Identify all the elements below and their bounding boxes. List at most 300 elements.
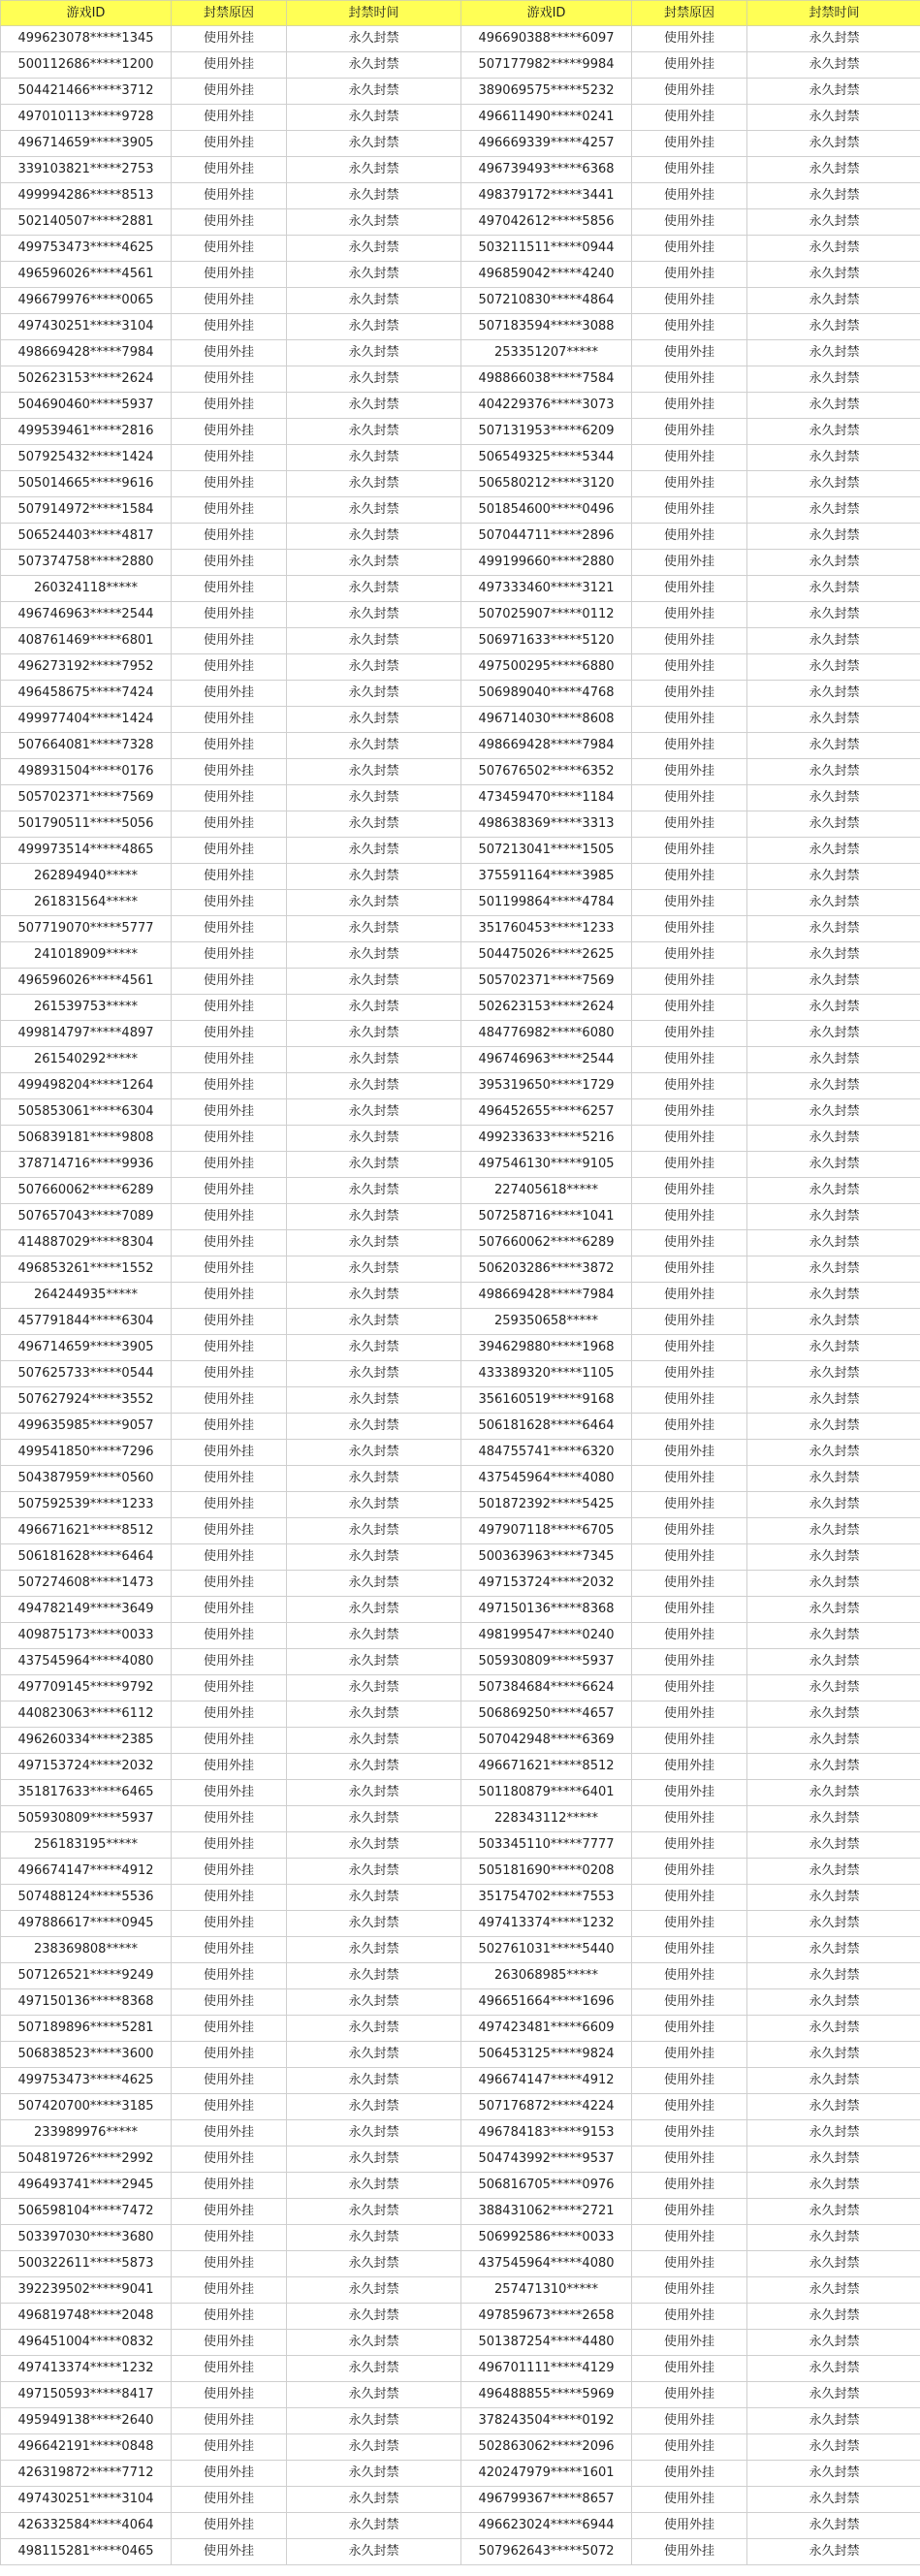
table-row	[1, 1387, 920, 1414]
ban-reason-cell: 使用外挂	[172, 497, 287, 524]
ban-time-cell: 永久封禁	[747, 1911, 920, 1937]
ban-time-cell: 永久封禁	[287, 1963, 461, 1989]
game-id-cell: 496642191*****0848	[1, 2434, 172, 2461]
table-row	[1, 576, 920, 602]
game-id-cell: 351760453*****1233	[461, 916, 632, 942]
ban-reason-cell: 使用外挂	[172, 2120, 287, 2147]
ban-reason-cell: 使用外挂	[172, 550, 287, 576]
ban-reason-cell: 使用外挂	[632, 105, 747, 131]
ban-reason-cell: 使用外挂	[632, 1623, 747, 1649]
table-row	[1, 759, 920, 785]
game-id-cell: 503397030*****3680	[1, 2225, 172, 2251]
game-id-cell: 507384684*****6624	[461, 1675, 632, 1701]
ban-time-cell: 永久封禁	[747, 2251, 920, 2277]
ban-time-cell: 永久封禁	[287, 890, 461, 916]
game-id-cell: 506816705*****0976	[461, 2173, 632, 2199]
game-id-cell: 497010113*****9728	[1, 105, 172, 131]
table-row	[1, 1937, 920, 1963]
table-row	[1, 942, 920, 969]
game-id-cell: 260324118*****	[1, 576, 172, 602]
ban-reason-cell: 使用外挂	[172, 1989, 287, 2016]
table-row	[1, 288, 920, 314]
ban-reason-cell: 使用外挂	[172, 2408, 287, 2434]
game-id-cell: 498669428*****7984	[1, 340, 172, 366]
game-id-cell: 496679976*****0065	[1, 288, 172, 314]
ban-reason-cell: 使用外挂	[172, 1518, 287, 1544]
table-row	[1, 1754, 920, 1780]
ban-time-cell: 永久封禁	[287, 2513, 461, 2539]
ban-time-cell: 永久封禁	[747, 602, 920, 628]
ban-reason-cell: 使用外挂	[172, 916, 287, 942]
ban-time-cell: 永久封禁	[747, 2330, 920, 2356]
ban-reason-cell: 使用外挂	[632, 1099, 747, 1126]
game-id-cell: 506580212*****3120	[461, 471, 632, 497]
ban-time-cell: 永久封禁	[747, 52, 920, 79]
game-id-cell: 499635985*****9057	[1, 1414, 172, 1440]
game-id-cell: 501387254*****4480	[461, 2330, 632, 2356]
table-row	[1, 2173, 920, 2199]
game-id-cell: 507962643*****5072	[461, 2539, 632, 2565]
header-ban-time: 封禁时间	[747, 1, 920, 26]
game-id-cell: 498379172*****3441	[461, 183, 632, 209]
ban-reason-cell: 使用外挂	[172, 2382, 287, 2408]
ban-time-cell: 永久封禁	[747, 1126, 920, 1152]
ban-time-cell: 永久封禁	[287, 681, 461, 707]
game-id-cell: 498931504*****0176	[1, 759, 172, 785]
ban-reason-cell: 使用外挂	[172, 681, 287, 707]
ban-reason-cell: 使用外挂	[632, 1754, 747, 1780]
ban-reason-cell: 使用外挂	[632, 497, 747, 524]
table-row	[1, 2461, 920, 2487]
ban-time-cell: 永久封禁	[287, 1623, 461, 1649]
game-id-cell: 496690388*****6097	[461, 26, 632, 52]
table-row	[1, 1701, 920, 1728]
ban-time-cell: 永久封禁	[287, 654, 461, 681]
ban-time-cell: 永久封禁	[747, 26, 920, 52]
table-row	[1, 1859, 920, 1885]
game-id-cell: 499994286*****8513	[1, 183, 172, 209]
ban-reason-cell: 使用外挂	[172, 1099, 287, 1126]
table-row	[1, 995, 920, 1021]
ban-reason-cell: 使用外挂	[172, 602, 287, 628]
ban-reason-cell: 使用外挂	[632, 916, 747, 942]
table-row	[1, 628, 920, 654]
game-id-cell: 499539461*****2816	[1, 419, 172, 445]
table-row	[1, 2539, 920, 2565]
ban-time-cell: 永久封禁	[287, 288, 461, 314]
table-row	[1, 366, 920, 393]
game-id-cell: 501790511*****5056	[1, 811, 172, 838]
ban-reason-cell: 使用外挂	[172, 1963, 287, 1989]
ban-reason-cell: 使用外挂	[632, 2434, 747, 2461]
ban-reason-cell: 使用外挂	[632, 2382, 747, 2408]
game-id-cell: 505702371*****7569	[461, 969, 632, 995]
ban-time-cell: 永久封禁	[287, 524, 461, 550]
table-row	[1, 52, 920, 79]
game-id-cell: 507625733*****0544	[1, 1361, 172, 1387]
game-id-cell: 437545964*****4080	[1, 1649, 172, 1675]
game-id-cell: 506524403*****4817	[1, 524, 172, 550]
game-id-cell: 484755741*****6320	[461, 1440, 632, 1466]
ban-reason-cell: 使用外挂	[172, 1230, 287, 1256]
game-id-cell: 507627924*****3552	[1, 1387, 172, 1414]
game-id-cell: 501872392*****5425	[461, 1492, 632, 1518]
ban-reason-cell: 使用外挂	[172, 2513, 287, 2539]
table-row	[1, 2277, 920, 2304]
ban-reason-cell: 使用外挂	[172, 393, 287, 419]
game-id-cell: 504819726*****2992	[1, 2147, 172, 2173]
game-id-cell: 263068985*****	[461, 1963, 632, 1989]
table-row	[1, 393, 920, 419]
game-id-cell: 496671621*****8512	[1, 1518, 172, 1544]
ban-time-cell: 永久封禁	[747, 1623, 920, 1649]
table-row	[1, 2408, 920, 2434]
ban-time-cell: 永久封禁	[287, 2330, 461, 2356]
ban-time-cell: 永久封禁	[747, 497, 920, 524]
game-id-cell: 507719070*****5777	[1, 916, 172, 942]
ban-time-cell: 永久封禁	[747, 1414, 920, 1440]
ban-time-cell: 永久封禁	[747, 1675, 920, 1701]
ban-time-cell: 永久封禁	[747, 471, 920, 497]
table-row	[1, 916, 920, 942]
ban-reason-cell: 使用外挂	[172, 2330, 287, 2356]
game-id-cell: 507676502*****6352	[461, 759, 632, 785]
ban-reason-cell: 使用外挂	[172, 445, 287, 471]
ban-reason-cell: 使用外挂	[632, 1126, 747, 1152]
ban-reason-cell: 使用外挂	[172, 2304, 287, 2330]
ban-time-cell: 永久封禁	[747, 1780, 920, 1806]
ban-reason-cell: 使用外挂	[632, 576, 747, 602]
ban-time-cell: 永久封禁	[747, 1204, 920, 1230]
ban-reason-cell: 使用外挂	[632, 995, 747, 1021]
ban-time-cell: 永久封禁	[747, 1099, 920, 1126]
ban-reason-cell: 使用外挂	[632, 1335, 747, 1361]
table-row	[1, 890, 920, 916]
game-id-cell: 507657043*****7089	[1, 1204, 172, 1230]
ban-time-cell: 永久封禁	[747, 1571, 920, 1597]
ban-time-cell: 永久封禁	[287, 366, 461, 393]
game-id-cell: 437545964*****4080	[461, 2251, 632, 2277]
ban-time-cell: 永久封禁	[287, 2173, 461, 2199]
game-id-cell: 496671621*****8512	[461, 1754, 632, 1780]
ban-time-cell: 永久封禁	[287, 1492, 461, 1518]
table-row	[1, 550, 920, 576]
ban-reason-cell: 使用外挂	[632, 811, 747, 838]
game-id-cell: 426332584*****4064	[1, 2513, 172, 2539]
table-row	[1, 2016, 920, 2042]
game-id-cell: 378243504*****0192	[461, 2408, 632, 2434]
ban-reason-cell: 使用外挂	[632, 157, 747, 183]
game-id-cell: 404229376*****3073	[461, 393, 632, 419]
game-id-cell: 339103821*****2753	[1, 157, 172, 183]
ban-time-cell: 永久封禁	[747, 236, 920, 262]
ban-reason-cell: 使用外挂	[172, 2068, 287, 2094]
table-row	[1, 1283, 920, 1309]
table-row	[1, 1885, 920, 1911]
ban-time-cell: 永久封禁	[747, 654, 920, 681]
ban-reason-cell: 使用外挂	[172, 759, 287, 785]
ban-time-cell: 永久封禁	[287, 2199, 461, 2225]
ban-time-cell: 永久封禁	[747, 366, 920, 393]
ban-time-cell: 永久封禁	[287, 497, 461, 524]
ban-time-cell: 永久封禁	[287, 942, 461, 969]
ban-time-cell: 永久封禁	[747, 1963, 920, 1989]
ban-time-cell: 永久封禁	[287, 2304, 461, 2330]
table-row	[1, 79, 920, 105]
ban-reason-cell: 使用外挂	[172, 1832, 287, 1859]
ban-time-cell: 永久封禁	[287, 1152, 461, 1178]
ban-reason-cell: 使用外挂	[632, 785, 747, 811]
game-id-cell: 507176872*****4224	[461, 2094, 632, 2120]
game-id-cell: 502623153*****2624	[1, 366, 172, 393]
ban-time-cell: 永久封禁	[747, 2225, 920, 2251]
game-id-cell: 507660062*****6289	[1, 1178, 172, 1204]
ban-time-cell: 永久封禁	[287, 1544, 461, 1571]
game-id-cell: 496596026*****4561	[1, 262, 172, 288]
ban-reason-cell: 使用外挂	[632, 131, 747, 157]
game-id-cell: 507374758*****2880	[1, 550, 172, 576]
ban-reason-cell: 使用外挂	[172, 628, 287, 654]
game-id-cell: 414887029*****8304	[1, 1230, 172, 1256]
ban-reason-cell: 使用外挂	[632, 550, 747, 576]
game-id-cell: 388431062*****2721	[461, 2199, 632, 2225]
ban-time-cell: 永久封禁	[287, 157, 461, 183]
game-id-cell: 499623078*****1345	[1, 26, 172, 52]
game-id-cell: 497886617*****0945	[1, 1911, 172, 1937]
ban-reason-cell: 使用外挂	[172, 1623, 287, 1649]
ban-reason-cell: 使用外挂	[632, 1440, 747, 1466]
game-id-cell: 506838523*****3600	[1, 2042, 172, 2068]
ban-time-cell: 永久封禁	[287, 314, 461, 340]
game-id-cell: 496799367*****8657	[461, 2487, 632, 2513]
ban-time-cell: 永久封禁	[287, 2356, 461, 2382]
ban-reason-cell: 使用外挂	[172, 1937, 287, 1963]
table-row	[1, 1361, 920, 1387]
ban-time-cell: 永久封禁	[747, 1597, 920, 1623]
game-id-cell: 497413374*****1232	[1, 2356, 172, 2382]
table-row	[1, 707, 920, 733]
game-id-cell: 504421466*****3712	[1, 79, 172, 105]
ban-time-cell: 永久封禁	[287, 2094, 461, 2120]
ban-reason-cell: 使用外挂	[632, 1466, 747, 1492]
ban-reason-cell: 使用外挂	[632, 2094, 747, 2120]
ban-time-cell: 永久封禁	[747, 1152, 920, 1178]
ban-reason-cell: 使用外挂	[632, 838, 747, 864]
game-id-cell: 496669339*****4257	[461, 131, 632, 157]
ban-time-cell: 永久封禁	[747, 288, 920, 314]
ban-reason-cell: 使用外挂	[632, 1675, 747, 1701]
table-row	[1, 1963, 920, 1989]
game-id-cell: 498638369*****3313	[461, 811, 632, 838]
ban-reason-cell: 使用外挂	[172, 2225, 287, 2251]
ban-time-cell: 永久封禁	[747, 1885, 920, 1911]
ban-time-cell: 永久封禁	[747, 838, 920, 864]
table-row	[1, 838, 920, 864]
ban-time-cell: 永久封禁	[747, 916, 920, 942]
ban-time-cell: 永久封禁	[287, 1937, 461, 1963]
ban-reason-cell: 使用外挂	[172, 1021, 287, 1047]
ban-time-cell: 永久封禁	[747, 314, 920, 340]
ban-time-cell: 永久封禁	[747, 1440, 920, 1466]
table-row	[1, 654, 920, 681]
table-row	[1, 2068, 920, 2094]
game-id-cell: 498669428*****7984	[461, 1283, 632, 1309]
ban-reason-cell: 使用外挂	[632, 628, 747, 654]
table-row	[1, 2251, 920, 2277]
ban-time-cell: 永久封禁	[747, 340, 920, 366]
ban-reason-cell: 使用外挂	[172, 1047, 287, 1073]
ban-time-cell: 永久封禁	[287, 785, 461, 811]
ban-time-cell: 永久封禁	[287, 1518, 461, 1544]
ban-time-cell: 永久封禁	[287, 628, 461, 654]
table-row	[1, 1256, 920, 1283]
game-id-cell: 261831564*****	[1, 890, 172, 916]
table-row	[1, 1230, 920, 1256]
ban-time-cell: 永久封禁	[287, 2277, 461, 2304]
ban-time-cell: 永久封禁	[747, 1230, 920, 1256]
header-ban-time: 封禁时间	[287, 1, 461, 26]
ban-time-cell: 永久封禁	[287, 79, 461, 105]
header-ban-reason: 封禁原因	[172, 1, 287, 26]
ban-time-cell: 永久封禁	[747, 183, 920, 209]
table-row	[1, 1466, 920, 1492]
ban-time-cell: 永久封禁	[747, 1466, 920, 1492]
game-id-cell: 259350658*****	[461, 1309, 632, 1335]
game-id-cell: 506598104*****7472	[1, 2199, 172, 2225]
ban-time-cell: 永久封禁	[287, 393, 461, 419]
ban-reason-cell: 使用外挂	[632, 2042, 747, 2068]
game-id-cell: 496651664*****1696	[461, 1989, 632, 2016]
table-row	[1, 1832, 920, 1859]
ban-time-cell: 永久封禁	[747, 393, 920, 419]
ban-reason-cell: 使用外挂	[632, 1178, 747, 1204]
ban-time-cell: 永久封禁	[287, 1466, 461, 1492]
ban-time-cell: 永久封禁	[747, 995, 920, 1021]
ban-time-cell: 永久封禁	[287, 1387, 461, 1414]
ban-time-cell: 永久封禁	[287, 209, 461, 236]
ban-time-cell: 永久封禁	[287, 1204, 461, 1230]
ban-time-cell: 永久封禁	[287, 236, 461, 262]
ban-time-cell: 永久封禁	[287, 1832, 461, 1859]
table-row	[1, 2382, 920, 2408]
ban-time-cell: 永久封禁	[747, 969, 920, 995]
ban-reason-cell: 使用外挂	[632, 2199, 747, 2225]
game-id-cell: 257471310*****	[461, 2277, 632, 2304]
ban-reason-cell: 使用外挂	[172, 471, 287, 497]
table-row	[1, 1178, 920, 1204]
table-row	[1, 209, 920, 236]
ban-reason-cell: 使用外挂	[632, 2120, 747, 2147]
ban-time-cell: 永久封禁	[747, 2408, 920, 2434]
game-id-cell: 497333460*****3121	[461, 576, 632, 602]
ban-time-cell: 永久封禁	[747, 2434, 920, 2461]
table-row	[1, 157, 920, 183]
ban-reason-cell: 使用外挂	[632, 890, 747, 916]
table-row	[1, 1047, 920, 1073]
game-id-cell: 507177982*****9984	[461, 52, 632, 79]
ban-reason-cell: 使用外挂	[172, 1152, 287, 1178]
ban-reason-cell: 使用外挂	[632, 52, 747, 79]
ban-reason-cell: 使用外挂	[632, 1309, 747, 1335]
ban-reason-cell: 使用外挂	[172, 26, 287, 52]
table-row	[1, 864, 920, 890]
game-id-cell: 426319872*****7712	[1, 2461, 172, 2487]
ban-time-cell: 永久封禁	[747, 2016, 920, 2042]
ban-time-cell: 永久封禁	[747, 864, 920, 890]
ban-reason-cell: 使用外挂	[632, 1911, 747, 1937]
table-row	[1, 2147, 920, 2173]
ban-reason-cell: 使用外挂	[172, 1885, 287, 1911]
ban-time-cell: 永久封禁	[747, 1544, 920, 1571]
table-row	[1, 1911, 920, 1937]
ban-reason-cell: 使用外挂	[632, 707, 747, 733]
ban-reason-cell: 使用外挂	[172, 1597, 287, 1623]
ban-time-cell: 永久封禁	[287, 262, 461, 288]
ban-reason-cell: 使用外挂	[172, 654, 287, 681]
game-id-cell: 420247979*****1601	[461, 2461, 632, 2487]
game-id-cell: 394629880*****1968	[461, 1335, 632, 1361]
game-id-cell: 507025907*****0112	[461, 602, 632, 628]
ban-time-cell: 永久封禁	[747, 576, 920, 602]
ban-time-cell: 永久封禁	[287, 52, 461, 79]
ban-reason-cell: 使用外挂	[172, 524, 287, 550]
table-row	[1, 1335, 920, 1361]
table-row	[1, 445, 920, 471]
game-id-cell: 506989040*****4768	[461, 681, 632, 707]
ban-reason-cell: 使用外挂	[172, 1649, 287, 1675]
game-id-cell: 496714030*****8608	[461, 707, 632, 733]
game-id-cell: 507210830*****4864	[461, 288, 632, 314]
ban-reason-cell: 使用外挂	[632, 524, 747, 550]
ban-time-cell: 永久封禁	[287, 1859, 461, 1885]
table-row	[1, 1492, 920, 1518]
game-id-cell: 507044711*****2896	[461, 524, 632, 550]
ban-time-cell: 永久封禁	[287, 2539, 461, 2565]
ban-time-cell: 永久封禁	[287, 2434, 461, 2461]
table-row	[1, 1126, 920, 1152]
game-id-cell: 409875173*****0033	[1, 1623, 172, 1649]
ban-time-cell: 永久封禁	[747, 2304, 920, 2330]
ban-time-cell: 永久封禁	[747, 681, 920, 707]
table-row	[1, 969, 920, 995]
ban-time-cell: 永久封禁	[287, 2487, 461, 2513]
ban-time-cell: 永久封禁	[747, 707, 920, 733]
ban-reason-cell: 使用外挂	[632, 1361, 747, 1387]
ban-reason-cell: 使用外挂	[632, 314, 747, 340]
ban-reason-cell: 使用外挂	[172, 314, 287, 340]
ban-time-cell: 永久封禁	[747, 1806, 920, 1832]
ban-reason-cell: 使用外挂	[632, 2356, 747, 2382]
game-id-cell: 507042948*****6369	[461, 1728, 632, 1754]
ban-reason-cell: 使用外挂	[632, 288, 747, 314]
ban-reason-cell: 使用外挂	[172, 131, 287, 157]
ban-reason-cell: 使用外挂	[632, 1230, 747, 1256]
table-row	[1, 1152, 920, 1178]
game-id-cell: 498199547*****0240	[461, 1623, 632, 1649]
ban-reason-cell: 使用外挂	[172, 1728, 287, 1754]
ban-reason-cell: 使用外挂	[632, 2513, 747, 2539]
ban-reason-cell: 使用外挂	[632, 1414, 747, 1440]
ban-time-cell: 永久封禁	[747, 811, 920, 838]
ban-time-cell: 永久封禁	[747, 1649, 920, 1675]
ban-time-cell: 永久封禁	[287, 1885, 461, 1911]
game-id-cell: 496488855*****5969	[461, 2382, 632, 2408]
ban-reason-cell: 使用外挂	[172, 2461, 287, 2487]
table-row	[1, 1571, 920, 1597]
ban-reason-cell: 使用外挂	[632, 79, 747, 105]
ban-reason-cell: 使用外挂	[172, 52, 287, 79]
ban-time-cell: 永久封禁	[747, 157, 920, 183]
